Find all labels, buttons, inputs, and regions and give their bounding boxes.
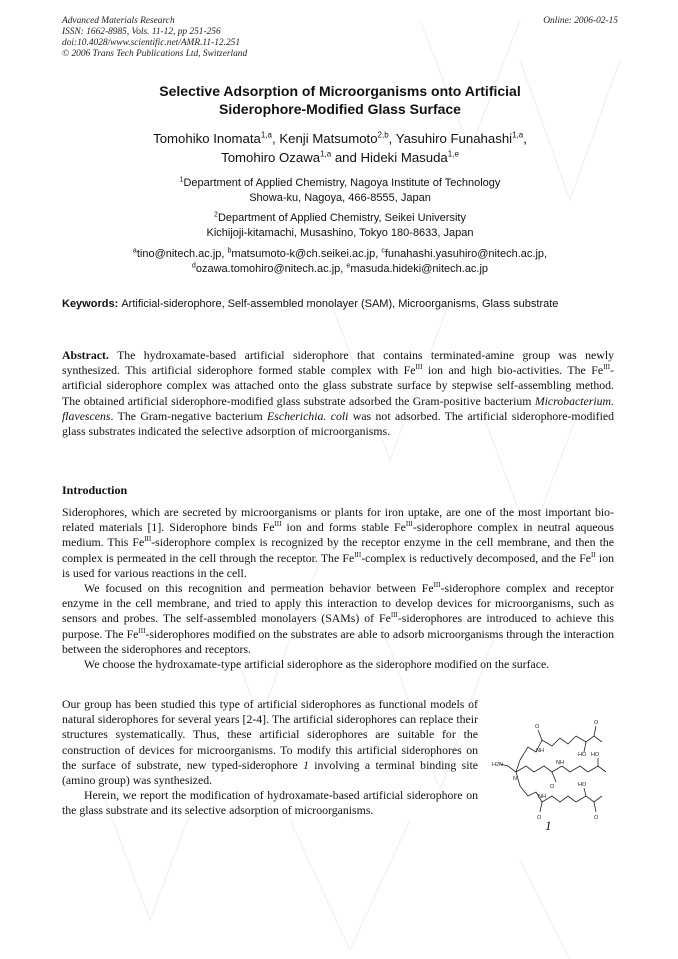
atom-label: HO [578,752,587,758]
doi-line: doi:10.4028/www.scientific.net/AMR.11-12.251 [62,38,241,48]
email-sup: a [132,247,137,255]
figure-compound-label: 1 [545,818,552,833]
paragraph [62,505,614,581]
email-address[interactable]: tino@nitech.ac.jp, [136,248,228,260]
online-date: Online: 2006-02-15 [543,16,618,26]
email-address[interactable]: ozawa.tomohiro@nitech.ac.jp, [195,263,347,275]
author-sup: 1,e [447,149,459,159]
paragraph-text: ion and forms stable Fe [281,520,406,535]
email-sup: b [227,247,232,255]
email-address[interactable]: matsumoto-k@ch.seikei.ac.jp, [231,248,382,260]
affiliation-line: Department of Applied Chemistry, Seikei University [217,212,466,224]
keywords-label: Keywords: [62,298,119,310]
atom-label: NH [536,748,544,754]
paragraph-text: ion is used for various reactions in the cell. [62,550,614,580]
introduction-heading: Introduction [62,483,128,497]
affiliation-sup: 2 [214,211,218,219]
author-name: Tomohiko Inomata [153,131,261,146]
oxidation-state: III [433,581,441,590]
atom-label: H2N [492,762,504,768]
abstract-text: The hydroxamate-based artificial siderophore that contains terminated-amine group was newly synthesized. This artificial siderophore formed stable complex with Fe [62,348,614,378]
introduction-body [62,505,614,672]
author-name: Yasuhiro Funahashi [395,131,513,146]
paragraph-text: -siderophore complex in neutral aqueous medium. This Fe [62,520,614,550]
affiliation-line: Kichijoji-kitamachi, Musashino, Tokyo 180-8633, Japan [206,227,474,239]
author-sup: 1,a [260,130,272,140]
affiliation-line: Showa-ku, Nagoya, 466-8555, Japan [249,192,431,204]
author-name: Tomohiro Ozawa [221,150,321,165]
affiliation-2 [62,211,618,241]
atom-label: O [594,720,599,726]
abstract-text: was not adsorbed. The artificial siderophore-modified glass substrates indicated the selective adsorption of microorganisms. [62,408,614,439]
email-sup: d [191,262,196,270]
keywords-text: Artificial-siderophore, Self-assembled monolayer (SAM), Microorganisms, Glass substrate [121,298,559,310]
journal-name: Advanced Materials Research [62,16,175,26]
abstract-text: . The Gram-negative bacterium [110,408,268,423]
abstract-text: -artificial siderophore complex was attached onto the glass substrate surface by stepwise self-assembling method. The obtained artificial siderophore-modified glass substrate adsorbed the Gram-positive bacterium [62,363,614,408]
paragraph-text: -complex is reductively decomposed, and the Fe [361,550,592,565]
paragraph-text: -siderophore complex and receptor enzyme in the cell membrane, and tried to apply this interaction to develop devices for microorganisms, such as sensors and probes. The self-assembled monolayers (SAMs) of Fe [62,581,614,626]
atom-label: O [535,724,540,730]
paragraph-text: Our group has been studied this type of artificial siderophores as functional models of natural siderophores for several years [2-4]. The artificial siderophores can replace their structures systematically. Thus, these artificial siderophores are suitable for the construction of devices for microorganisms. To modify this artificial siderophores on the surface of substrate, new typed-siderophore [62,697,478,772]
copyright-line: © 2006 Trans Tech Publications Ltd, Switzerland [62,49,248,59]
journal-header [62,16,618,60]
oxidation-state: III [354,550,362,559]
chemical-structure-figure [490,702,618,842]
email-sup: e [346,262,351,270]
oxidation-state: III [138,626,146,635]
oxidation-state: III [405,520,413,529]
author-sep: and [331,150,361,165]
species-name: Escherichia. coli [267,408,349,423]
wrapped-paragraphs [62,697,478,819]
author-sep: , [523,131,527,146]
title-line-1: Selective Adsorption of Microorganisms onto Artificial [159,83,521,99]
keywords-section [62,297,614,312]
paragraph-text: -siderophores modified on the substrates are able to adsorb microorganisms through the interaction between the siderophores and receptors. [62,626,615,656]
author-list [62,129,618,167]
atom-label: O [550,784,555,790]
atom-label: NH [556,760,564,766]
email-address[interactable]: masuda.hideki@nitech.ac.jp [350,263,489,275]
author-sep: , [272,131,280,146]
oxidation-state: III [144,535,152,544]
paragraph-text: We focused on this recognition and permeation behavior between Fe [84,581,434,596]
author-sep: , [388,131,396,146]
affiliation-1 [62,176,618,206]
paragraph-text: involving a terminal binding site (amino group) was synthesized. [62,757,478,788]
oxidation-state: III [603,363,611,372]
species-name: Microbacterium. flavescens [62,393,614,423]
issn-line: ISSN: 1662-8985, Vols. 11-12, pp 251-256 [62,27,221,37]
author-name: Kenji Matsumoto [279,131,378,146]
oxidation-state: III [390,611,398,620]
atom-label: NH [538,794,546,800]
atom-label: HO [591,752,600,758]
affiliation-sup: 1 [179,176,184,184]
atom-label: N [513,776,517,782]
oxidation-state: III [415,363,423,372]
abstract-label: Abstract. [62,348,109,362]
abstract-section [62,348,614,439]
email-sup: c [381,247,385,255]
oxidation-state: II [591,550,596,559]
paragraph [62,697,478,788]
compound-number: 1 [302,757,309,772]
oxidation-state: III [274,520,282,529]
paragraph-text: -siderophore complex is recognized by the receptor enzyme in the cell membrane, and then the complex is permeated in the cell through the receptor. The Fe [62,535,614,565]
atom-label: HO [578,782,587,788]
atom-label: O [594,815,599,821]
author-sup: 1,a [512,130,524,140]
title-line-2: Siderophore-Modified Glass Surface [219,101,461,117]
paragraph: Herein, we report the modification of hydroxamate-based artificial siderophore on the glass substrate and its selective adsorption of microorganisms. [62,788,478,818]
paragraph-text: Siderophores, which are secreted by microorganisms or plants for iron uptake, are one of the most important bio-related materials [1]. Siderophore binds Fe [62,505,614,535]
paragraph: We choose the hydroxamate-type artificial siderophore as the siderophore modified on the surface. [84,657,550,672]
atom-label: O [537,815,542,821]
email-address[interactable]: funahashi.yasuhiro@nitech.ac.jp, [384,248,548,260]
paper-title [62,82,618,118]
paragraph [62,581,614,657]
paragraph-text: -siderophores are introduced to achieve this purpose. The Fe [62,611,614,641]
abstract-text: ion and high bio-activities. The Fe [422,363,604,378]
author-sup: 2,b [377,130,389,140]
author-sup: 1,a [320,149,332,159]
email-list [62,247,618,277]
affiliation-line: Department of Applied Chemistry, Nagoya Institute of Technology [183,177,501,189]
author-name: Hideki Masuda [360,150,448,165]
